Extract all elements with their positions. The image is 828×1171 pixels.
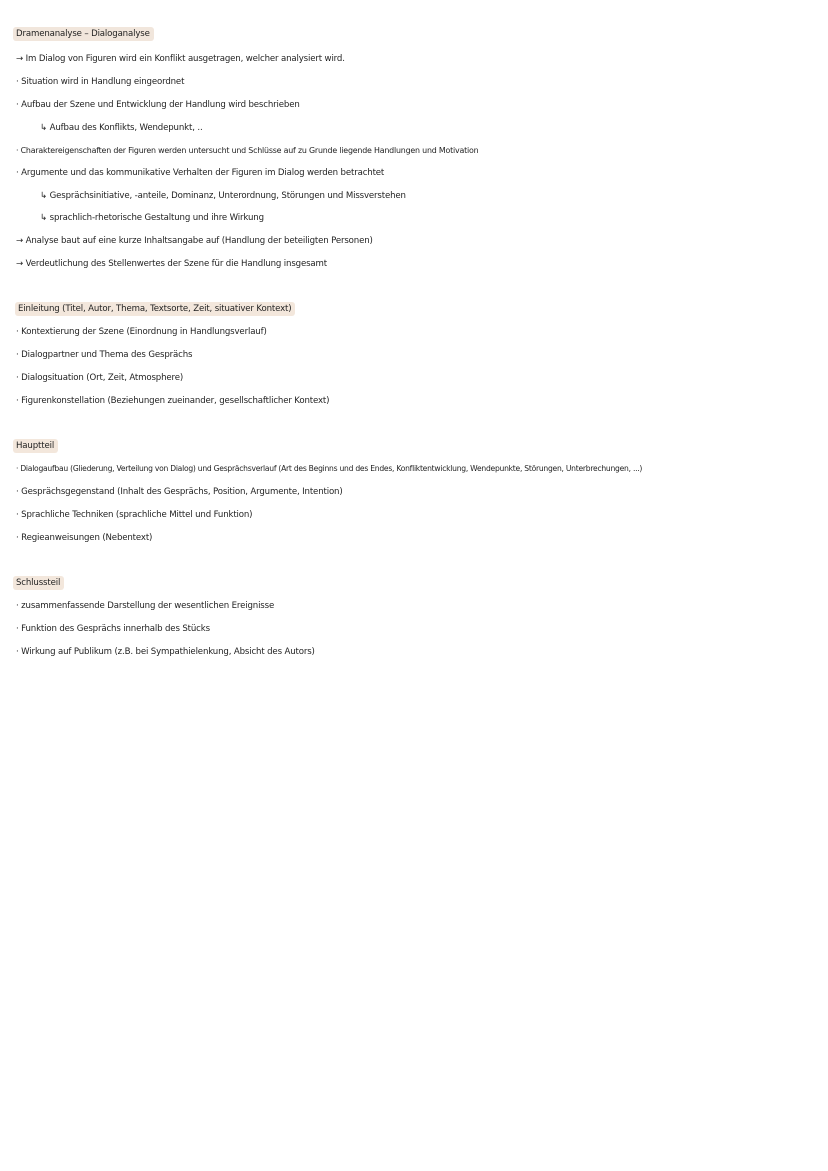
intro-line-9: → Analyse baut auf eine kurze Inhaltsangabe auf (Handlung der beteiligten Personen) bbox=[16, 236, 373, 246]
einleitung-item-1: · Kontextierung der Szene (Einordnung in Handlungsverlauf) bbox=[16, 327, 267, 337]
einleitung-item-4: · Figurenkonstellation (Beziehungen zueinander, gesellschaftlicher Kontext) bbox=[16, 396, 330, 406]
intro-line-5: · Charaktereigenschaften der Figuren werden untersucht und Schlüsse auf zu Grunde liegende Handlungen und Motivation bbox=[16, 146, 479, 155]
page-title: Dramenanalyse – Dialoganalyse bbox=[13, 27, 154, 41]
intro-line-8: ↳ sprachlich-rhetorische Gestaltung und ihre Wirkung bbox=[40, 213, 264, 223]
schlussteil-item-1: · zusammenfassende Darstellung der wesentlichen Ereignisse bbox=[16, 601, 275, 611]
schlussteil-item-2: · Funktion des Gesprächs innerhalb des Stücks bbox=[16, 624, 210, 634]
einleitung-heading: Einleitung (Titel, Autor, Thema, Textsorte, Zeit, situativer Kontext) bbox=[15, 302, 295, 316]
intro-line-2: · Situation wird in Handlung eingeordnet bbox=[16, 77, 185, 87]
einleitung-item-3: · Dialogsituation (Ort, Zeit, Atmosphere) bbox=[16, 373, 184, 383]
schlussteil-item-3: · Wirkung auf Publikum (z.B. bei Sympathielenkung, Absicht des Autors) bbox=[16, 647, 315, 657]
intro-line-1: → Im Dialog von Figuren wird ein Konflikt ausgetragen, welcher analysiert wird. bbox=[16, 54, 345, 64]
hauptteil-item-3: · Sprachliche Techniken (sprachliche Mittel und Funktion) bbox=[16, 510, 253, 520]
intro-line-7: ↳ Gesprächsinitiative, -anteile, Dominanz, Unterordnung, Störungen und Missverstehen bbox=[40, 191, 406, 201]
intro-line-4: ↳ Aufbau des Konflikts, Wendepunkt, .. bbox=[40, 123, 203, 133]
hauptteil-item-1: · Dialogaufbau (Gliederung, Verteilung von Dialog) und Gesprächsverlauf (Art des Beginns und des Endes, Konfliktentwicklung, Wendepunkte, Störungen, Unterbrechungen, ...) bbox=[16, 464, 643, 473]
hauptteil-item-2: · Gesprächsgegenstand (Inhalt des Gesprächs, Position, Argumente, Intention) bbox=[16, 487, 343, 497]
intro-line-3: · Aufbau der Szene und Entwicklung der Handlung wird beschrieben bbox=[16, 100, 300, 110]
hauptteil-heading: Hauptteil bbox=[13, 439, 58, 453]
hauptteil-item-4: · Regieanweisungen (Nebentext) bbox=[16, 533, 153, 543]
intro-line-6: · Argumente und das kommunikative Verhalten der Figuren im Dialog werden betrachtet bbox=[16, 168, 385, 178]
einleitung-item-2: · Dialogpartner und Thema des Gesprächs bbox=[16, 350, 193, 360]
schlussteil-heading: Schlussteil bbox=[13, 576, 64, 590]
intro-line-10: → Verdeutlichung des Stellenwertes der Szene für die Handlung insgesamt bbox=[16, 259, 327, 269]
